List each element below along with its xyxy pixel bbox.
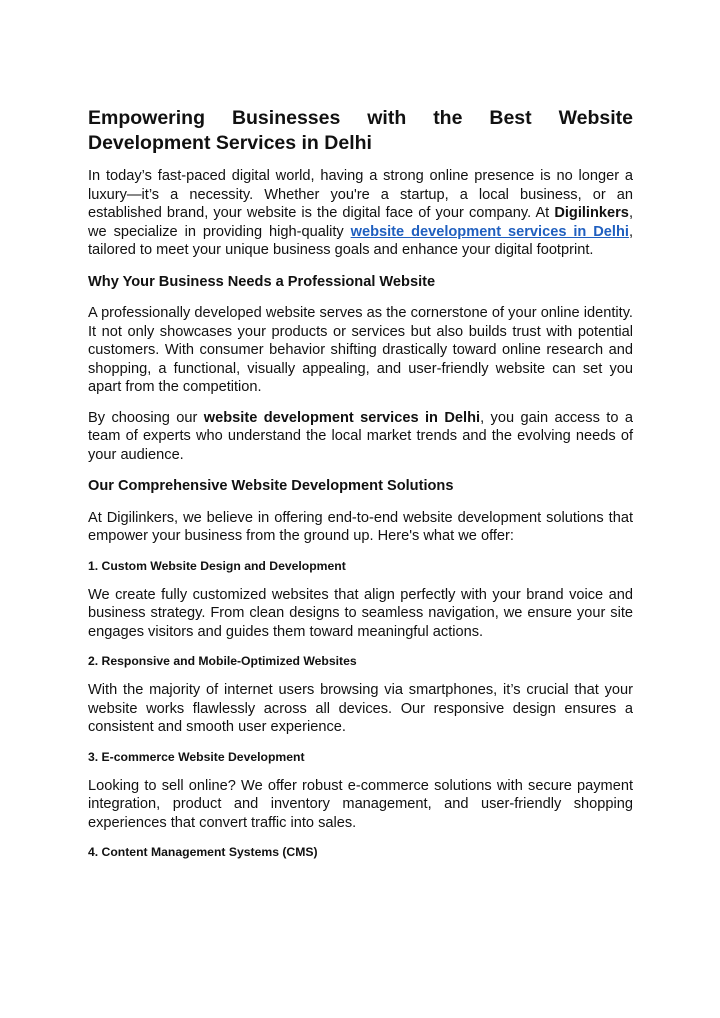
- intro-paragraph: [88, 167, 633, 260]
- why-paragraph-1: A professionally developed website serves as the cornerstone of your online identity. It not only showcases your products or services but also builds trust with potential customers. With consumer behavior shifting drastically toward online research and shopping, a functional, visually appealing, and user-friendly website can set you apart from the competition.: [88, 305, 633, 395]
- page-title: Empowering Businesses with the Best Website Development Services in Delhi: [88, 107, 633, 154]
- section-heading-why: Why Your Business Needs a Professional Website: [88, 273, 436, 290]
- why-p2-text-1: By choosing our: [88, 409, 204, 426]
- intro-text-3: , tailored to meet your unique business goals and enhance your digital footprint.: [88, 223, 634, 258]
- why-p2-emphasis: website development services in Delhi: [203, 409, 481, 426]
- document-page: [88, 106, 633, 860]
- website-development-link[interactable]: website development services in Delhi: [350, 223, 629, 240]
- solution-item-text: With the majority of internet users browsing via smartphones, it’s crucial that your website works flawlessly across all devices. Our responsive design ensures a consistent and smooth user experience.: [88, 682, 633, 735]
- why-p2-text-2: , you gain access to a team of experts who understand the local market trends and the evolving needs of your audience.: [88, 409, 634, 463]
- brand-name: Digilinkers: [554, 205, 629, 221]
- section-heading-solutions: Our Comprehensive Website Development Solutions: [88, 478, 454, 494]
- solution-item-text: We create fully customized websites that align perfectly with your brand voice and business strategy. From clean designs to seamless navigation, we ensure your site engages visitors and guides them toward meaningful actions.: [88, 586, 633, 640]
- intro-text-2: , we specialize in providing high-quality: [88, 205, 633, 240]
- why-paragraph-2: [88, 409, 633, 465]
- solution-item-title: 3. E-commerce Website Development: [88, 749, 305, 764]
- solution-item-title: 4. Content Management Systems (CMS): [88, 845, 318, 859]
- solutions-intro: At Digilinkers, we believe in offering end-to-end website development solutions that empower your business from the ground up. Here's what we offer:: [88, 509, 633, 544]
- solution-item-title: 1. Custom Website Design and Development: [88, 558, 346, 573]
- solution-item-title: 2. Responsive and Mobile-Optimized Websites: [88, 654, 357, 668]
- solution-item-text: Looking to sell online? We offer robust e-commerce solutions with secure payment integration, product and inventory management, and user-friendly shopping experiences that convert traffic into sales.: [88, 777, 633, 831]
- intro-text-1: In today’s fast-paced digital world, having a strong online presence is no longer a luxury—it’s a necessity. Whether you're a startup, a local business, or an established brand, your website is the digital face of your company. At: [88, 168, 633, 221]
